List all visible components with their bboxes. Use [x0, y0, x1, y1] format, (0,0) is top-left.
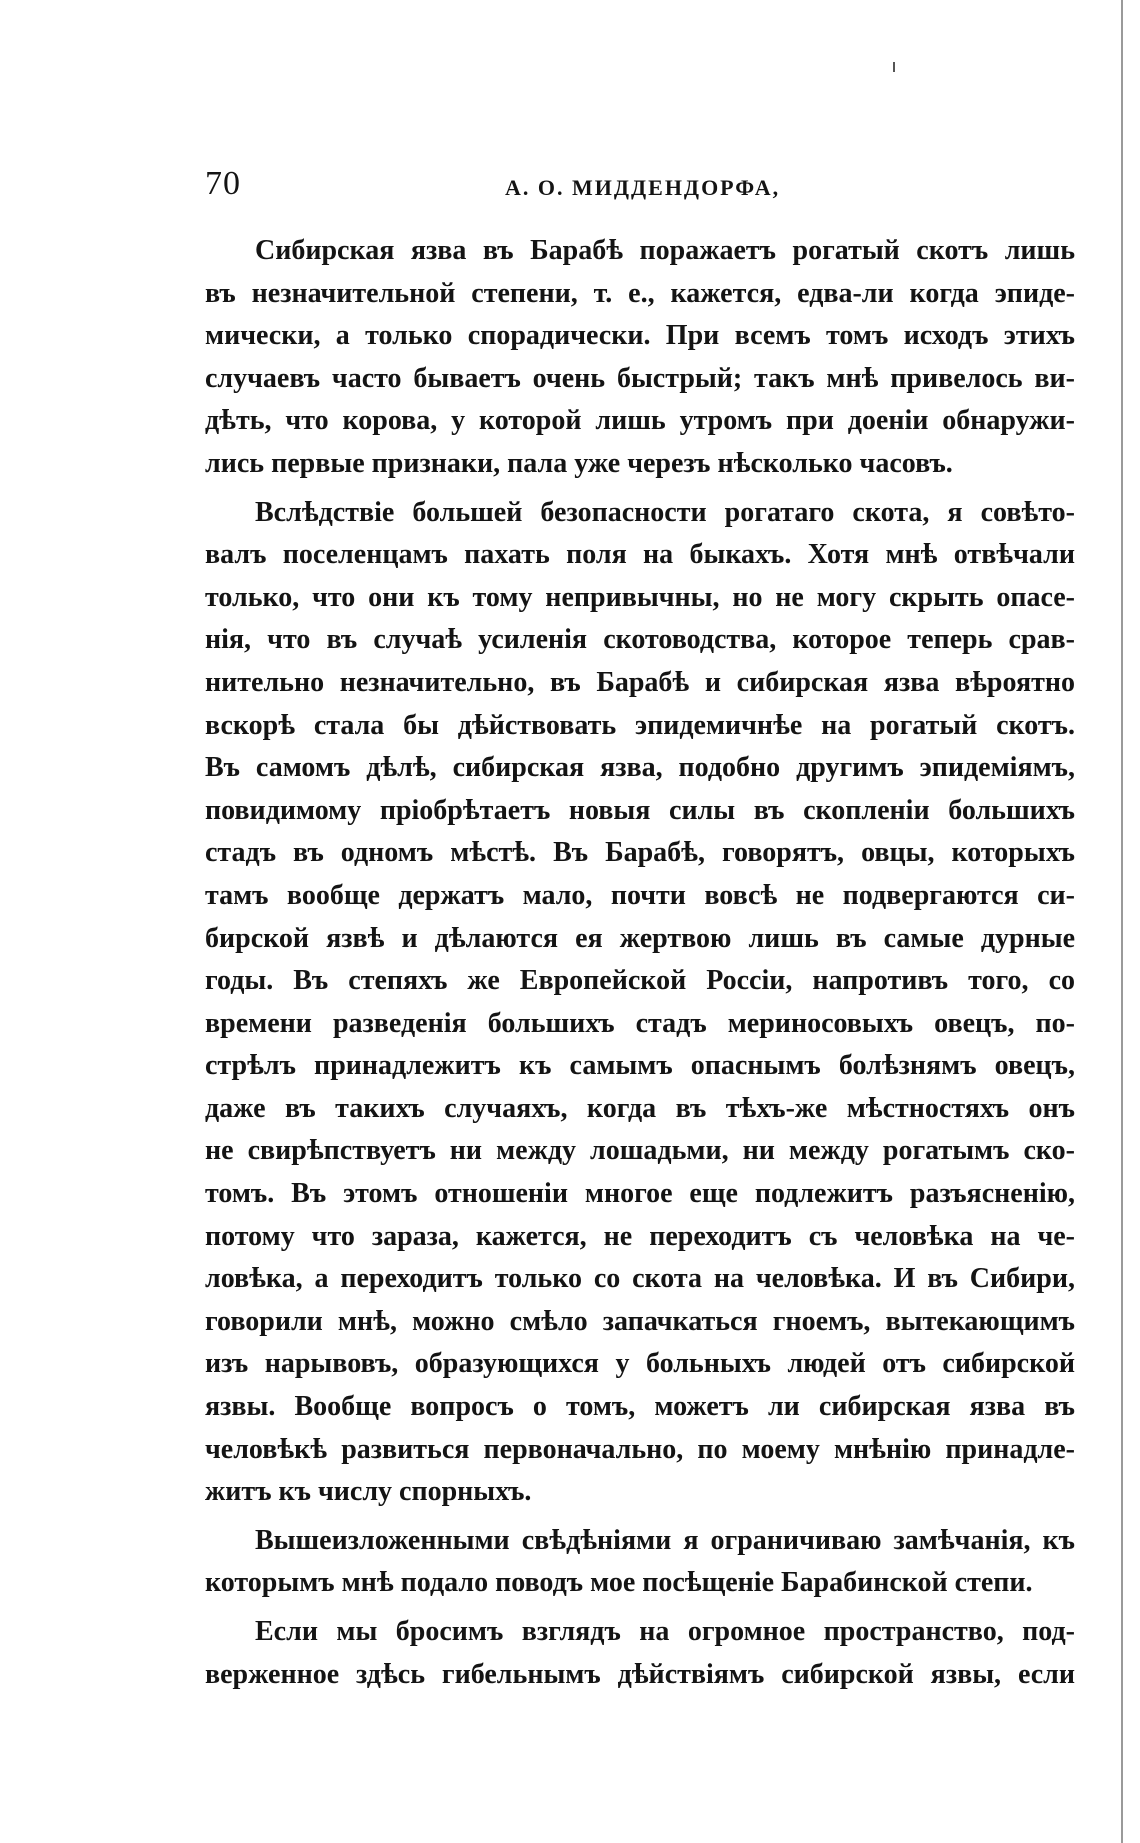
text-line: язвы. Вообще вопросъ о томъ, можетъ ли сибирская язва въ	[205, 1391, 1075, 1423]
page-header	[205, 165, 1085, 215]
text-line: ловѣка, а переходитъ только со скота на человѣка. И въ Сибири,	[205, 1263, 1075, 1295]
text-line: стрѣлъ принадлежитъ къ самымъ опаснымъ болѣзнямъ овецъ,	[205, 1050, 1075, 1082]
text-line: не свирѣпствуетъ ни между лошадьми, ни между рогатымъ ско-	[205, 1135, 1075, 1167]
text-line: верженное здѣсь гибельнымъ дѣйствіямъ сибирской язвы, если	[205, 1658, 1075, 1690]
text-line: случаевъ часто бываетъ очень быстрый; такъ мнѣ привелось ви-	[205, 362, 1075, 394]
text-line: томъ. Въ этомъ отношеніи многое еще подлежитъ разъясненію,	[205, 1178, 1075, 1210]
page-number: 70	[205, 165, 241, 202]
paragraph	[205, 1611, 1075, 1696]
text-line: только, что они къ тому непривычны, но не могу скрыть опасе-	[205, 581, 1075, 613]
text-line: стадъ въ одномъ мѣстѣ. Въ Барабѣ, говорятъ, овцы, которыхъ	[205, 837, 1075, 869]
text-line: изъ нарывовъ, образующихся у больныхъ людей отъ сибирской	[205, 1348, 1075, 1380]
text-line: бирской язвѣ и дѣлаются ея жертвою лишь въ самые дурные	[205, 922, 1075, 954]
text-line: человѣкѣ развиться первоначально, по моему мнѣнію принадле-	[205, 1433, 1075, 1465]
text-line: житъ къ числу спорныхъ.	[205, 1476, 532, 1508]
paragraph	[205, 1520, 1075, 1605]
text-line: даже въ такихъ случаяхъ, когда въ тѣхъ-же мѣстностяхъ онъ	[205, 1092, 1075, 1124]
text-line: Сибирская язва въ Барабѣ поражаетъ рогатый скотъ лишь	[255, 235, 1075, 266]
text-line: говорили мнѣ, можно смѣло запачкаться гноемъ, вытекающимъ	[205, 1305, 1075, 1337]
text-line: въ незначительной степени, т. е., кажется, едва-ли когда эпиде-	[205, 277, 1075, 309]
text-line: нія, что въ случаѣ усиленія скотоводства, которое теперь срав-	[205, 624, 1075, 656]
text-line: нительно незначительно, въ Барабѣ и сибирская язва вѣроятно	[205, 666, 1075, 698]
text-line: которымъ мнѣ подало поводъ мое посѣщеніе Барабинской степи.	[205, 1567, 1033, 1599]
text-line: Вслѣдствіе большей безопасности рогатаго скота, я совѣто-	[255, 496, 1075, 528]
running-head: А. О. МИДДЕНДОРФА,	[505, 175, 781, 200]
text-line: Если мы бросимъ взглядъ на огромное пространство, под-	[255, 1616, 1075, 1647]
page-edge-line	[1121, 0, 1123, 1843]
text-line: потому что зараза, кажется, не переходитъ съ человѣка на че-	[205, 1220, 1075, 1252]
paragraph	[205, 492, 1075, 1514]
text-line: времени разведенія большихъ стадъ мериносовыхъ овецъ, по-	[205, 1007, 1075, 1039]
text-line: мически, а только спорадически. При всемъ томъ исходъ этихъ	[205, 320, 1075, 352]
text-line: Вышеизложенными свѣдѣніями я ограничиваю замѣчанія, къ	[255, 1524, 1075, 1556]
text-line: Въ самомъ дѣлѣ, сибирская язва, подобно другимъ эпидеміямъ,	[205, 752, 1075, 784]
body-text	[205, 230, 1075, 1696]
text-line: годы. Въ степяхъ же Европейской Россіи, напротивъ того, со	[205, 965, 1075, 997]
text-line: лись первые признаки, пала уже черезъ нѣсколько часовъ.	[205, 447, 953, 479]
text-line: повидимому пріобрѣтаетъ новыя силы въ скопленіи большихъ	[205, 794, 1075, 826]
text-line: вскорѣ стала бы дѣйствовать эпидемичнѣе на рогатый скотъ.	[205, 709, 1075, 741]
text-line: валъ поселенцамъ пахать поля на быкахъ. Хотя мнѣ отвѣчали	[205, 539, 1075, 571]
scan-speck	[893, 62, 895, 72]
text-line: тамъ вообще держатъ мало, почти вовсѣ не подвергаются си-	[205, 879, 1075, 911]
paragraph	[205, 230, 1075, 486]
text-line: дѣть, что корова, у которой лишь утромъ при доеніи обнаружи-	[205, 405, 1075, 437]
